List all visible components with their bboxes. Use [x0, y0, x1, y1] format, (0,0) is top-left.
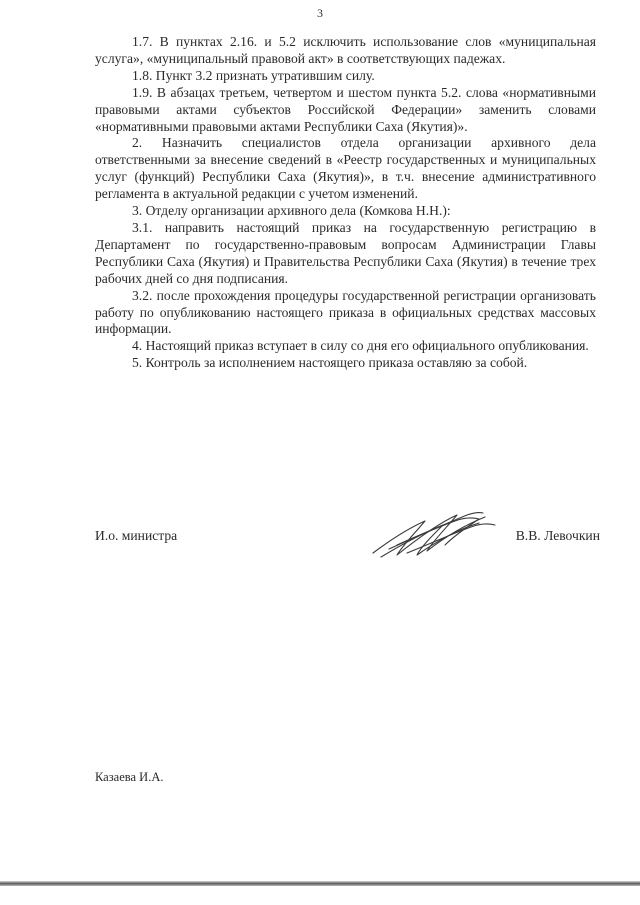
signature-block — [95, 528, 600, 568]
signatory-name: В.В. Левочкин — [515, 528, 600, 543]
signatory-position: И.о. министра — [95, 528, 178, 543]
paragraph-2: 2. Назначить специалистов отдела организации архивного дела ответственными за внесение сведений в «Реестр государственных и муниципальных услуг (функций) Республики Саха (Якутия)», в т.ч. внесение административного регламента в актуальной редакции с учетом изменений. — [95, 135, 596, 202]
paragraph-5: 5. Контроль за исполнением настоящего приказа оставляю за собой. — [132, 355, 528, 371]
executor-name: Казаева И.А. — [95, 770, 164, 784]
paragraph-3-1: 3.1. направить настоящий приказ на государственную регистрацию в Департамент по государственно-правовым вопросам Администрации Главы Республики Саха (Якутия) и Правительства Республики Саха (Якутия) в течение трех рабочих дней со дня подписания. — [95, 219, 596, 286]
paragraph-3-2: 3.2. после прохождения процедуры государственной регистрации организовать работу по опубликованию настоящего приказа в официальных средствах массовых информации. — [95, 287, 596, 337]
paragraph-1-7: 1.7. В пунктах 2.16. и 5.2 исключить использование слов «муниципальная услуга», «муниципальный правовой акт» в соответствующих падежах. — [95, 34, 596, 66]
order-body — [95, 34, 596, 372]
paragraph-1-8: 1.8. Пункт 3.2 признать утратившим силу. — [132, 67, 375, 83]
paragraph-3: 3. Отделу организации архивного дела (Комкова Н.Н.): — [132, 203, 451, 219]
paragraph-1-9: 1.9. В абзацах третьем, четвертом и шестом пункта 5.2. слова «нормативными правовыми актами субъектов Российской Федерации» заменить словами «нормативными правовыми актами Республики Саха (Якутия)». — [95, 84, 596, 134]
paragraph-4: 4. Настоящий приказ вступает в силу со дня его официального опубликования. — [132, 338, 589, 354]
scan-bottom-edge — [0, 881, 640, 886]
page-number: 3 — [317, 6, 323, 20]
